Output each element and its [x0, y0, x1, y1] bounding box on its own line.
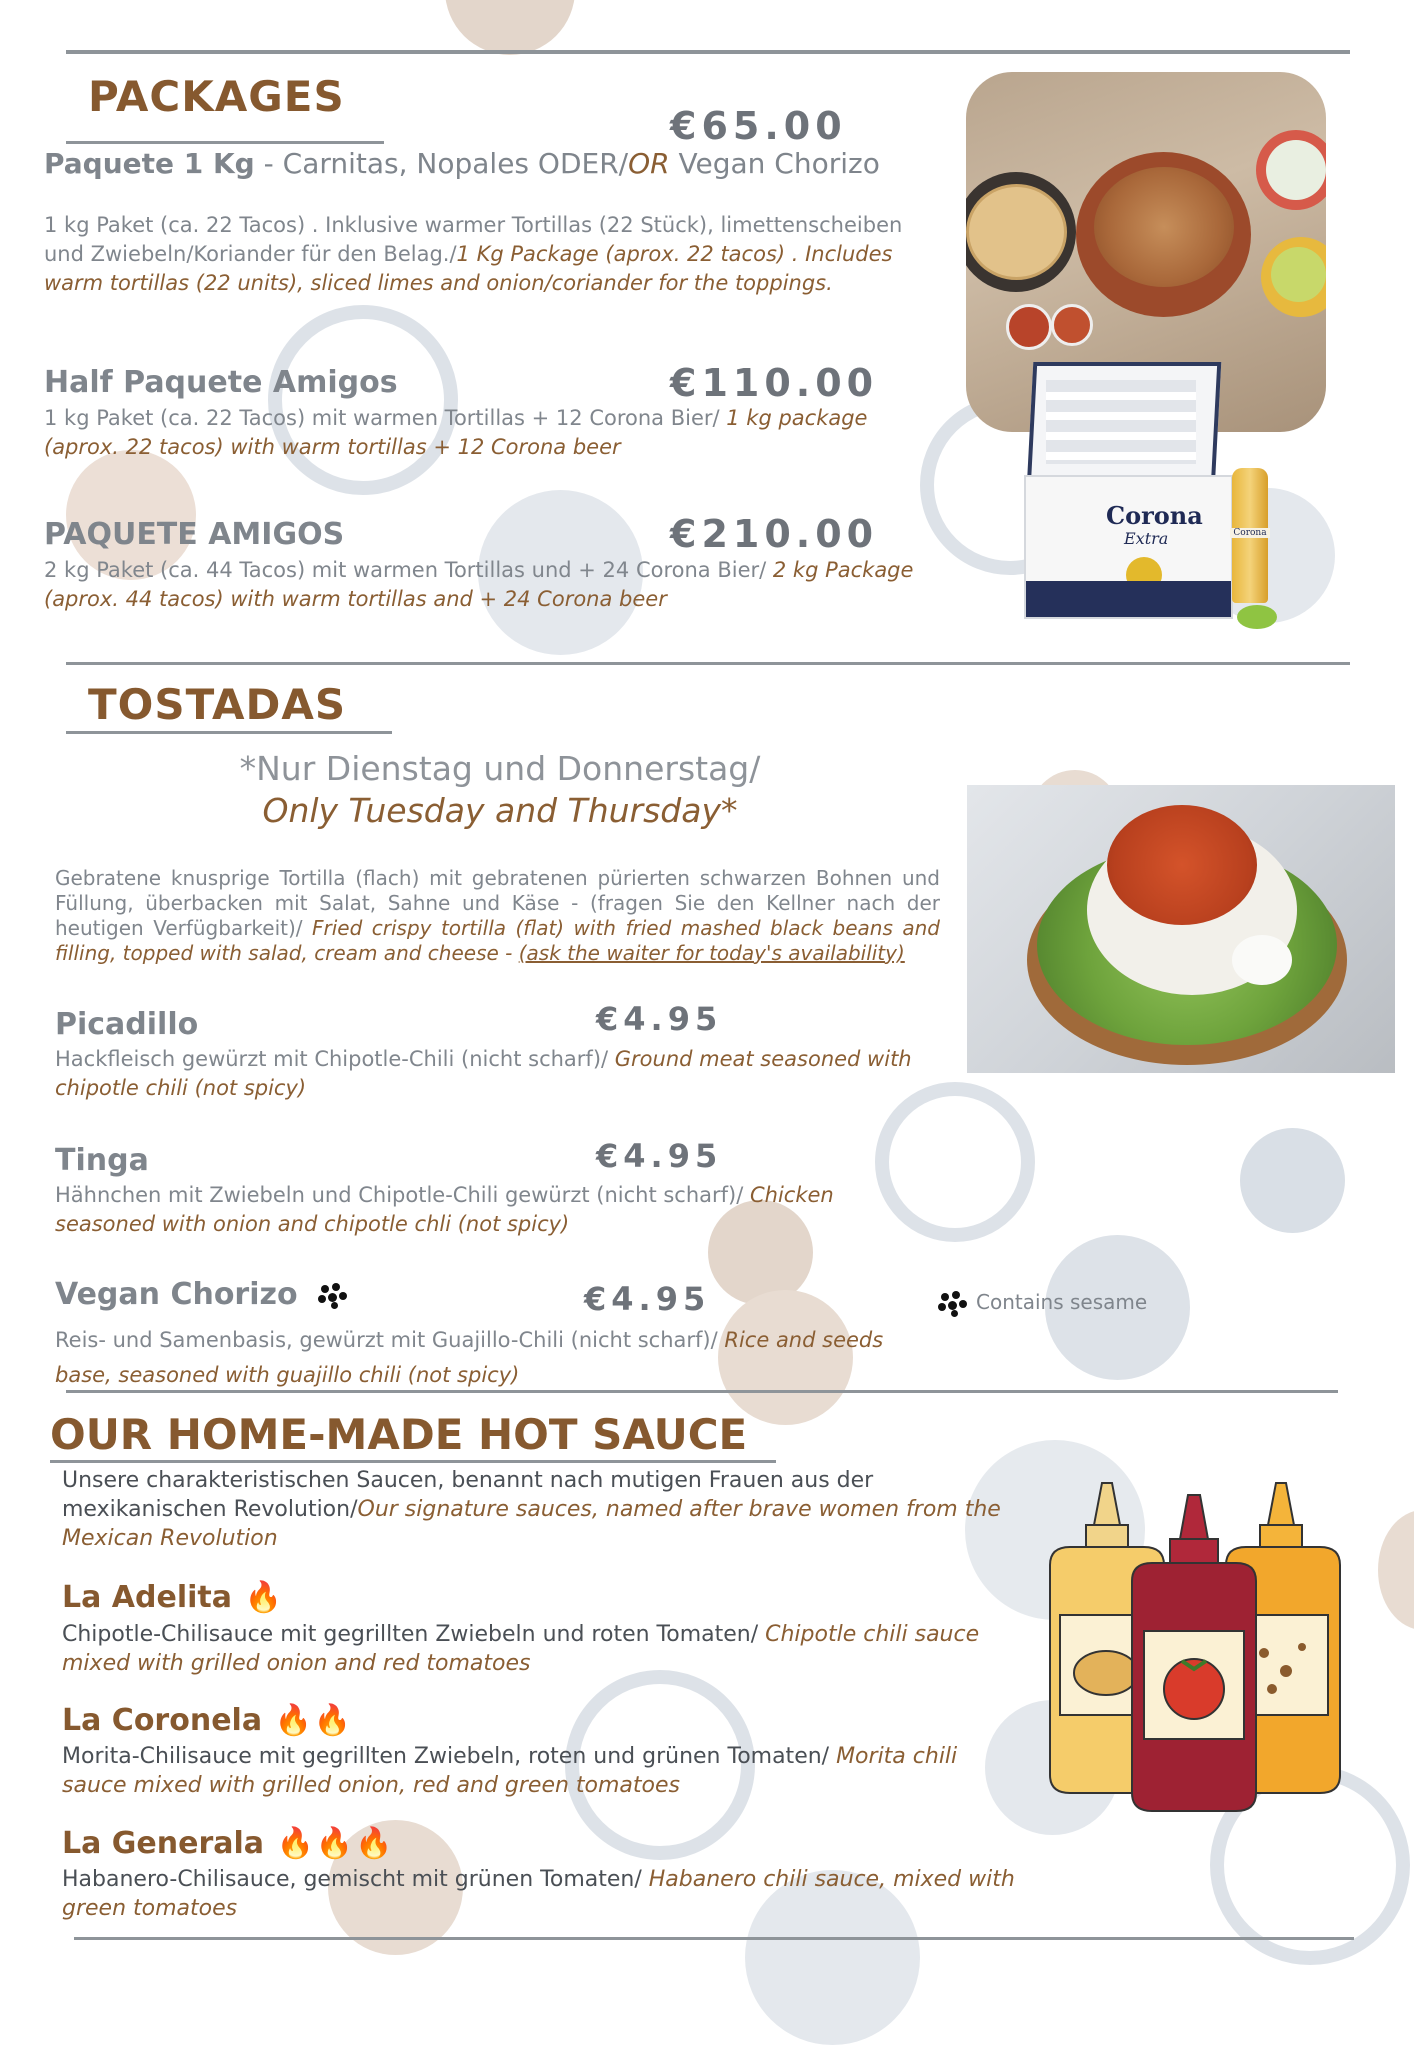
sesame-icon: [318, 1283, 348, 1309]
beer-bottle-label: Corona: [1230, 528, 1270, 538]
sesame-legend-icon: [938, 1291, 968, 1317]
salsa-topping-icon: [1107, 805, 1257, 925]
package-3-desc-de: 2 kg Paket (ca. 44 Tacos) mit warmen Tortillas und + 24 Corona Bier/: [44, 558, 773, 582]
package-1-desc-de: 1 kg Paket (ca. 22 Tacos) . Inklusive warmer Tortillas (22 Stück), limettenscheiben und Zwiebeln/Koriander für den Belag./: [44, 213, 903, 266]
cream-icon: [1232, 935, 1292, 985]
carnitas-icon: [1094, 167, 1234, 287]
lime-icon: [1271, 247, 1326, 302]
tostada-1-description: [55, 1045, 945, 1103]
tostada-2-name: Tinga: [55, 1143, 149, 1178]
tostada-3-description: [55, 1323, 935, 1393]
tostada-2-description: [55, 1181, 935, 1239]
package-2-desc-en: 1 kg package (aprox. 22 tacos) with warm tortillas + 12 Corona beer: [44, 406, 868, 459]
package-3-name: PAQUETE AMIGOS: [44, 517, 345, 552]
flame-icon: 🔥: [274, 1703, 312, 1738]
cooler-body: [1024, 475, 1233, 619]
package-3-price: €210.00: [670, 512, 879, 556]
tostada-1-desc-en: Ground meat seasoned with chipotle chili (not spicy): [55, 1047, 912, 1100]
tostadas-bottom-rule: [66, 1390, 1338, 1393]
package-1-desc-en: 1 Kg Package (aprox. 22 tacos) . Includes warm tortillas (22 units), sliced limes and onion/coriander for the toppings.: [44, 242, 893, 295]
package-2-description: [44, 404, 944, 462]
packages-heading-underline: [66, 141, 384, 144]
cooler-brand: Corona: [1106, 501, 1203, 530]
tostadas-heading: TOSTADAS: [88, 680, 347, 729]
sauces-intro-en: Our signature sauces, named after brave women from the Mexican Revolution: [62, 1497, 1001, 1551]
tostada-2-desc-en: Chicken seasoned with onion and chipotle chli (not spicy): [55, 1183, 834, 1236]
package-3-desc-en: 2 kg Package (aprox. 44 tacos) with warm tortillas and + 24 Corona beer: [44, 558, 914, 611]
sauce-1-name-text: La Adelita: [62, 1580, 232, 1615]
sauce-1-desc-de: Chipotle-Chilisauce mit gegrillten Zwiebeln und roten Tomaten/: [62, 1622, 766, 1647]
decor-ring: [268, 305, 458, 495]
sauce-3-name: [62, 1826, 393, 1861]
package-1-name-tail: Vegan Chorizo: [669, 147, 880, 180]
sauce-2-desc-en: Morita chili sauce mixed with grilled onion, red and green tomatoes: [62, 1744, 958, 1798]
bottom-rule: [74, 1937, 1354, 1940]
cooler-brand-sub: Extra: [1124, 529, 1169, 548]
tostada-2-price: €4.95: [596, 1137, 723, 1175]
tostada-2-desc-de: Hähnchen mit Zwiebeln und Chipotle-Chili gewürzt (nicht scharf)/: [55, 1183, 750, 1207]
decor-dot: [445, 0, 575, 55]
package-2-price: €110.00: [670, 361, 879, 405]
tostada-3-desc-en: Rice and seeds base, seasoned with guajillo chili (not spicy): [55, 1328, 884, 1387]
cooler-lid-stripes: [1046, 380, 1196, 464]
tostada-3-price: €4.95: [584, 1280, 711, 1318]
tostada-3-name: [55, 1277, 348, 1312]
tostadas-note: [180, 748, 820, 832]
tostadas-note-en: Only Tuesday and Thursday*: [262, 791, 738, 830]
flame-icon: 🔥: [315, 1826, 354, 1861]
tostada-1-desc-de: Hackfleisch gewürzt mit Chipotle-Chili (nicht scharf)/: [55, 1047, 615, 1071]
package-3-description: [44, 556, 924, 614]
decor-dot: [1378, 1510, 1414, 1630]
sauce-3-name-text: La Generala: [62, 1826, 265, 1861]
sauces-heading-underline: [50, 1460, 776, 1463]
tostadas-intro: [55, 866, 940, 966]
salsa-cup-icon: [1051, 304, 1093, 346]
tortilla-stack-icon: [966, 184, 1067, 280]
package-1-name: [44, 147, 880, 180]
sauce-1-name: [62, 1580, 282, 1615]
package-1-price: €65.00: [670, 104, 847, 148]
ketchup-bottle-icon: [1132, 1495, 1256, 1811]
top-rule: [66, 50, 1350, 54]
tostada-3-name-text: Vegan Chorizo: [55, 1277, 298, 1312]
sauces-heading: OUR HOME-MADE HOT SAUCE: [50, 1410, 748, 1459]
cooler-base-stripe: [1026, 581, 1231, 617]
tostada-photo: [967, 785, 1395, 1073]
sauce-2-name-text: La Coronela: [62, 1703, 263, 1738]
package-1-description: [44, 211, 944, 298]
flame-icon: 🔥: [355, 1826, 393, 1861]
flame-icon: 🔥: [244, 1580, 282, 1615]
tostada-1-name: Picadillo: [55, 1007, 199, 1042]
tostadas-note-de: *Nur Dienstag und Donnerstag/: [239, 749, 761, 788]
sauce-3-desc-en: Habanero chili sauce, mixed with green tomatoes: [62, 1867, 1015, 1921]
corona-cooler-image: [1022, 360, 1302, 630]
package-2-name: Half Paquete Amigos: [44, 365, 398, 400]
sauce-1-description: [62, 1620, 1022, 1678]
flame-icon: 🔥: [276, 1826, 314, 1861]
sauce-2-desc-de: Morita-Chilisauce mit gegrillten Zwiebeln, roten und grünen Tomaten/: [62, 1744, 837, 1769]
packages-heading: PACKAGES: [88, 72, 345, 121]
tostadas-heading-underline: [66, 731, 392, 734]
tostadas-intro-en: Fried crispy tortilla (flat) with fried mashed black beans and filling, topped with salad, cream and cheese -: [55, 916, 940, 965]
beer-bottle: [1232, 468, 1268, 603]
sauce-1-desc-en: Chipotle chili sauce mixed with grilled onion and red tomatoes: [62, 1622, 980, 1676]
tostada-3-desc-de: Reis- und Samenbasis, gewürzt mit Guajillo-Chili (nicht scharf)/: [55, 1328, 725, 1352]
decor-dot: [1240, 1128, 1345, 1233]
sauce-bottles-illustration: [1040, 1475, 1350, 1815]
flame-icon: 🔥: [313, 1703, 352, 1738]
sauce-2-description: [62, 1742, 1022, 1800]
lime-wedge-icon: [1237, 605, 1277, 629]
sauce-3-desc-de: Habanero-Chilisauce, gemischt mit grünen Tomaten/: [62, 1867, 649, 1892]
tostada-1-price: €4.95: [596, 1000, 723, 1038]
package-1-name-or: OR: [628, 147, 670, 180]
packages-bottom-rule: [66, 662, 1350, 665]
sesame-legend: [938, 1290, 1147, 1317]
sesame-legend-text: Contains sesame: [976, 1290, 1148, 1314]
package-1-name-rest: - Carnitas, Nopales ODER/: [254, 147, 629, 180]
tostadas-availability: (ask the waiter for today's availability): [518, 941, 905, 965]
onion-icon: [1266, 140, 1326, 200]
sauces-intro-de: Unsere charakteristischen Saucen, benannt nach mutigen Frauen aus der mexikanischen Revolution/: [62, 1468, 874, 1522]
tostadas-intro-de: Gebratene knusprige Tortilla (flach) mit gebratenen pürierten schwarzen Bohnen und Füllung, überbacken mit Salat, Sahne und Käse - (fragen Sie den Kellner nach der heutigen Verfügbarkeit)/: [55, 866, 940, 940]
package-2-desc-de: 1 kg Paket (ca. 22 Tacos) mit warmen Tortillas + 12 Corona Bier/: [44, 406, 727, 430]
salsa-cup-icon: [1006, 304, 1052, 350]
sauce-3-description: [62, 1865, 1022, 1923]
package-1-name-bold: Paquete 1 Kg: [44, 147, 255, 180]
sauce-2-name: [62, 1703, 351, 1738]
sauces-intro: [62, 1466, 1022, 1553]
